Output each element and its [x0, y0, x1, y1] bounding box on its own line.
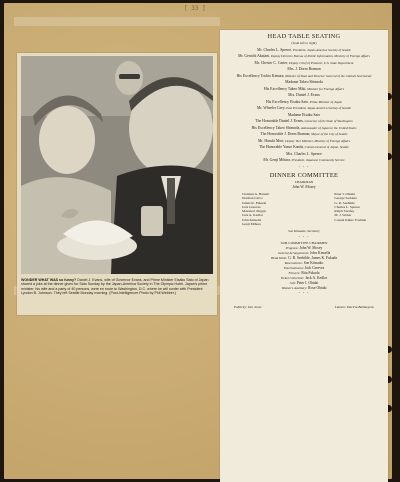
- head-table-name: His Excellency Toshio Kimura: [236, 73, 284, 78]
- photo-caption: [21, 278, 213, 314]
- head-table-role: , President, Japan-America Society of Seattle: [291, 47, 351, 52]
- committee-member: Peter I. Ohtaki: [334, 192, 355, 196]
- head-table-name: Mr. Chester C. Carter: [254, 60, 288, 65]
- head-table-entry: [220, 106, 388, 111]
- tape-strip-top: [14, 17, 220, 26]
- dinner-program-card: [220, 30, 388, 482]
- committee-member: George Sadoula: [334, 196, 357, 201]
- head-table-entry: [220, 158, 388, 163]
- dinner-committee-title: DINNER COMMITTEE: [269, 172, 339, 179]
- head-table-entry: [220, 61, 388, 66]
- head-table-role: , Deputy Chief of Protocol, U.S. State Department: [287, 60, 354, 65]
- committee-member: Genji Mihara: [242, 222, 261, 227]
- head-table-name: Madame Takeo Shimoda: [285, 80, 323, 84]
- divider: * * *: [298, 235, 310, 240]
- head-table-entry: [220, 48, 388, 53]
- caption-lead: WONDER WHAT WAS so funny?: [21, 278, 77, 282]
- committee-member: Masanori Jinguji: [242, 209, 266, 214]
- head-table-role: , Deputy Director, Bureau of Public Information, Ministry of Foreign Affairs: [269, 54, 370, 58]
- secretary-line: Sue Kitasako, Secretary: [288, 229, 320, 234]
- head-table-entry: [220, 80, 388, 85]
- chairman-label: CHAIRMAN: [294, 180, 314, 184]
- sub-committee-role: Ticket Collection:: [280, 275, 305, 280]
- head-table-role: , Minister of State and Director General of the Cabinet Secretariat: [283, 73, 372, 78]
- photo-illustration: [21, 56, 213, 274]
- program-footer: [220, 306, 388, 310]
- head-table-entry: [220, 74, 388, 79]
- head-table-entry: [220, 93, 388, 98]
- sub-committee-names: Peter I. Ohtaki: [296, 280, 319, 285]
- head-table-entry: [220, 132, 388, 137]
- committee-member: Charles L. Spence: [334, 204, 360, 209]
- caption-body: Daniel J. Evans, wife of Governor Evans, and Prime Minister Eisaku Sato of Japan shared a joke at the dinner given for Sato Sunday by the Japan-America Society in The Olympic Hotel. Japan's prime minister, his wife and a party of 40 persons, were en route to Washington, D.C. where he will confer with President Lyndon B. Johnson. They left Seattle Monday morning. (Post-Intelligencer Photo by Phil Webber.): [21, 278, 209, 296]
- liaison-line: Liaison: Patricia Baillargeon: [334, 304, 374, 309]
- committee-member: James K. Fukuda: [242, 200, 267, 205]
- head-table-entry: [220, 152, 388, 157]
- committee-members: [220, 192, 388, 226]
- news-photo: [21, 56, 213, 274]
- sub-committee-role: Flowers:: [288, 270, 301, 275]
- sub-committee-title: SUB-COMMITTEE CHAIRMEN: [280, 240, 328, 245]
- sub-committee-names: John Kinsella: [310, 251, 331, 256]
- head-table-name: His Excellency Takeo Miki: [263, 86, 306, 91]
- head-table-name: Mr. Genichi Akatani: [238, 54, 270, 58]
- head-table-role: , Prime Minister of Japan: [308, 99, 343, 104]
- head-table-name: Mr. Wheeler Grey: [256, 106, 285, 110]
- committee-member: M. J. Weber: [334, 213, 352, 218]
- head-table-role: , Past President, Japan-America Society of Seattle: [284, 106, 352, 110]
- head-table-role: , Governor of the State of Washington: [302, 119, 353, 123]
- sub-committee-entry: [220, 286, 388, 291]
- committee-member: Norman Calvo: [242, 196, 263, 201]
- head-table-name: His Excellency Eisaku Sato: [265, 99, 309, 104]
- head-table-name: His Excellency Takeo Shimoda: [251, 125, 300, 130]
- head-table-name: The Honorable Yasuo Kanda: [259, 145, 304, 149]
- head-table-name: The Honorable Daniel J. Evans: [255, 119, 303, 123]
- sub-committee-role: Reservations:: [284, 261, 303, 265]
- sub-committee-names: G. R. Seehilde, James K. Fukuda: [288, 256, 338, 261]
- committee-member: Jack A. Kedlor: [242, 213, 263, 218]
- page-number: [ 33 ]: [184, 5, 206, 12]
- divider: * * *: [298, 164, 310, 169]
- head-table-entry: [220, 67, 388, 72]
- head-table-role: , President, Japanese Community Service: [290, 158, 345, 162]
- newspaper-clipping: [17, 53, 217, 315]
- head-table-name: Mrs. J. Dorm Braman: [287, 67, 321, 71]
- head-table-role: , Ambassador of Japan to the United States: [299, 125, 357, 130]
- head-table-role: , Deputy Vice Minister, Ministry of Foreign Affairs: [283, 138, 350, 143]
- sub-committee-role: General Arrangements:: [277, 251, 310, 256]
- sub-committee-list: [220, 246, 388, 290]
- divider: * * *: [298, 291, 310, 296]
- head-table-entry: [220, 119, 388, 124]
- head-table-entry: [220, 126, 388, 131]
- head-table-name: Mr. Genji Mihara: [263, 158, 291, 162]
- head-table-role: , Consul-General of Japan, Seattle: [303, 145, 349, 149]
- head-table-entry: [220, 113, 388, 118]
- head-table-title: HEAD TABLE SEATING: [267, 33, 341, 40]
- head-table-name: Mr. Haruki Mori: [258, 138, 284, 143]
- sub-committee-names: Rita Fukuda: [301, 270, 320, 275]
- head-table-subtitle: (from left to right): [291, 41, 317, 45]
- head-table-entry: [220, 145, 388, 150]
- head-table-name: Madame Eisaku Sato: [287, 112, 321, 117]
- sub-committee-role: Women's Auxiliary:: [281, 285, 308, 290]
- head-table-entry: [220, 139, 388, 144]
- chairman-name: John W. Mosey: [292, 184, 316, 189]
- sub-committee-names: Jack Greeves: [304, 265, 325, 270]
- sub-committee-names: Rose Ohtaki: [308, 285, 327, 290]
- committee-member: Jack Greeves: [242, 204, 261, 209]
- head-table-list: [220, 48, 388, 163]
- sub-committee-role: Entertainment:: [283, 265, 304, 270]
- committee-column-left: [242, 192, 269, 226]
- committee-column-right: [334, 192, 366, 226]
- sub-committee-role: Head Table:: [270, 256, 288, 261]
- committee-member: G. R. Seehilde: [334, 200, 355, 205]
- head-table-entry: [220, 54, 388, 59]
- head-table-role: , Mayor of the City of Seattle: [309, 132, 348, 136]
- head-table-role: , Minister for Foreign Affairs: [305, 86, 345, 91]
- sub-committee-role: Program:: [285, 246, 299, 251]
- sub-committee-names: Jack A. Kedlor: [305, 275, 328, 280]
- committee-member: John Kinsella: [242, 217, 262, 222]
- publicity-line: Publicity: Dee Jones: [234, 304, 262, 309]
- head-table-name: Mrs. Charles L. Spence: [286, 151, 322, 156]
- head-table-entry: [220, 87, 388, 92]
- committee-member: Consul Kikuo Yoshida: [334, 217, 366, 222]
- committee-member: Ralph Swafey: [334, 209, 355, 214]
- head-table-name: The Honorable J. Dorm Braman: [260, 132, 310, 136]
- sub-committee-names: John W. Mosey: [299, 246, 323, 251]
- sub-committee-role: Gift:: [289, 280, 296, 285]
- head-table-name: Mr. Charles L. Spence: [257, 47, 292, 52]
- committee-member: Clement A. Barnett: [242, 192, 270, 196]
- sub-committee-names: Sue Kitasako: [303, 261, 324, 265]
- head-table-entry: [220, 100, 388, 105]
- scrapbook-page: [4, 3, 392, 479]
- head-table-name: Mrs. Daniel J. Evans: [288, 93, 320, 97]
